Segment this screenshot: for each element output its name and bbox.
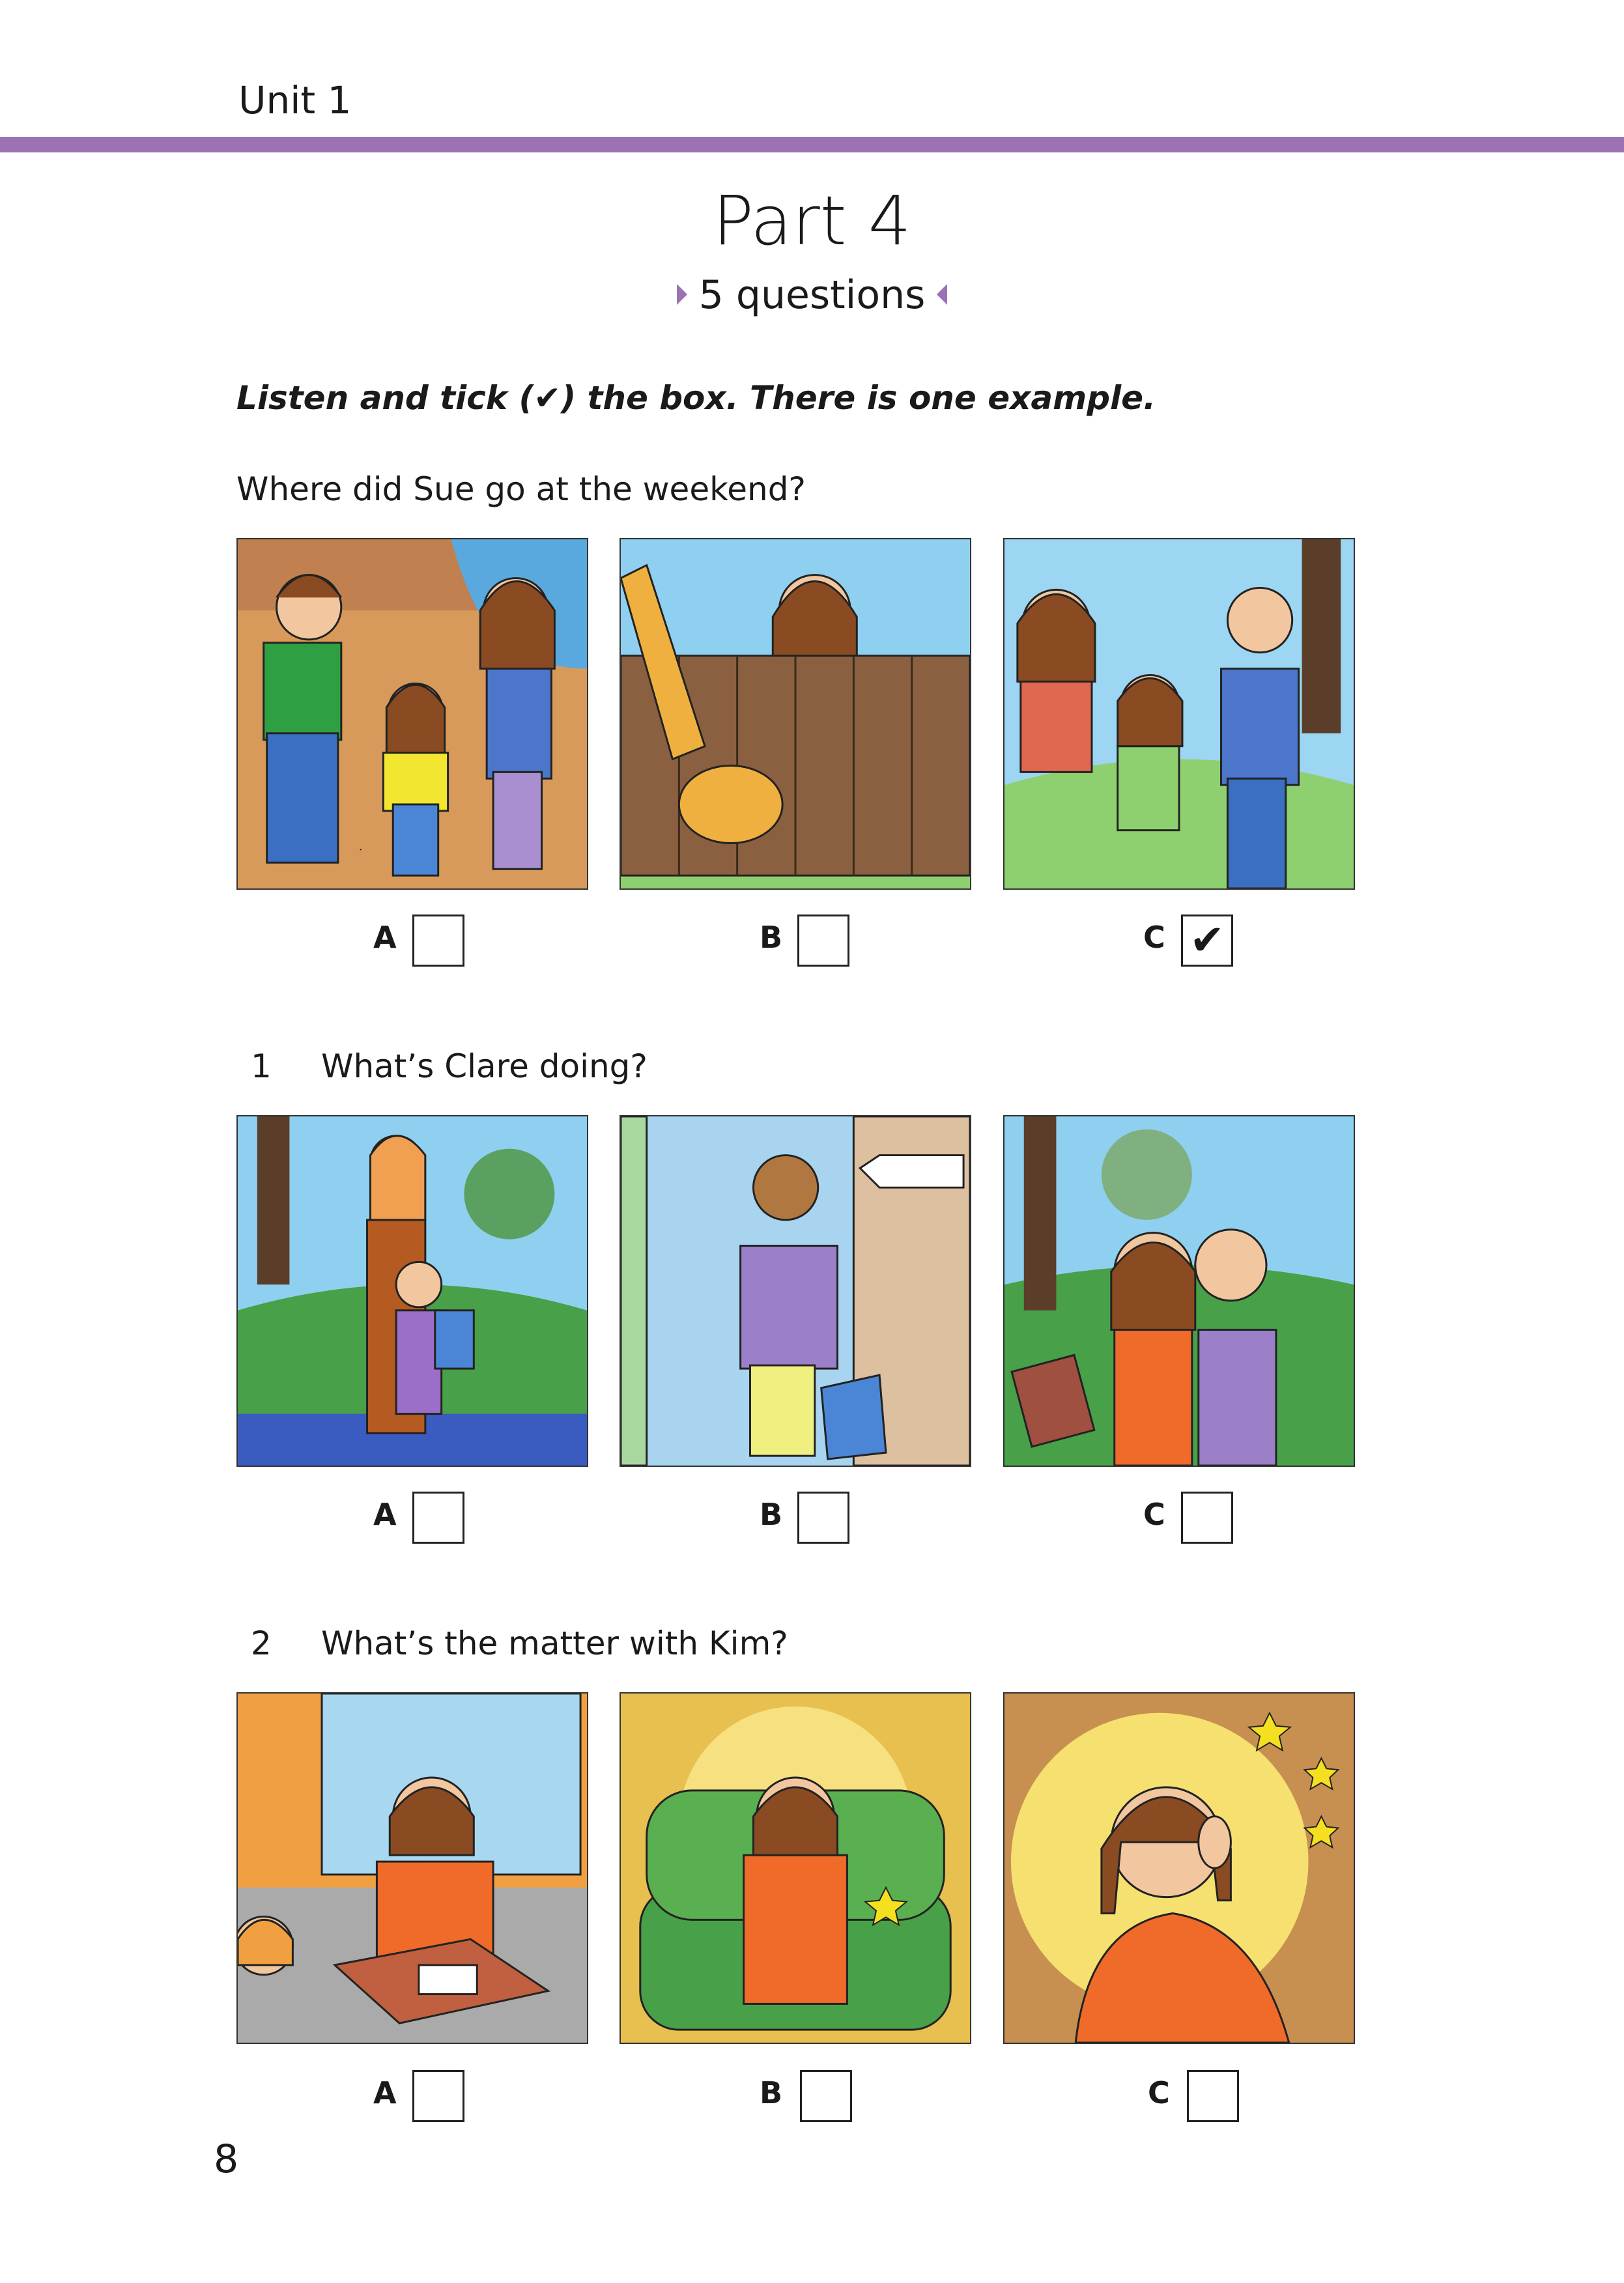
question-2-text: What’s the matter with Kim? [321,1624,788,1662]
question-1-option-c-checkbox[interactable] [1181,1492,1233,1544]
question-1-option-b-checkbox[interactable] [797,1492,849,1544]
unit-divider [0,137,1624,152]
park-family-picture [1004,539,1354,888]
stomachache-sofa-picture [621,1694,970,2043]
question-1-option-a-letter: A [373,1497,397,1532]
example-question: Where did Sue go at the weekend? [236,470,806,508]
walking-park-picture [238,1116,587,1466]
question-2-picture-c [1003,1692,1355,2044]
example-option-b-letter: B [760,920,783,955]
example-picture-b [620,538,971,890]
tick-mark-icon: ✔ [1190,916,1225,965]
example-picture-a [236,538,588,890]
triangle-right-icon [677,284,687,305]
question-1-number: 1 [251,1047,272,1085]
earache-picture [1004,1694,1354,2043]
question-2-picture-a [236,1692,588,2044]
headache-classroom-picture [238,1694,587,2043]
question-1 [236,1047,648,1085]
example-picture-c [1003,538,1355,890]
question-2 [236,1624,788,1662]
question-2-number: 2 [251,1624,272,1662]
questions-count-label: 5 questions [698,272,926,318]
question-1-picture-c [1003,1115,1355,1467]
question-2-option-c-checkbox[interactable] [1187,2070,1239,2122]
question-1-picture-a [236,1115,588,1467]
example-option-b-checkbox[interactable] [797,915,849,967]
question-1-picture-b [620,1115,971,1467]
example-option-a-checkbox[interactable] [412,915,464,967]
example-option-c-checkbox[interactable] [1181,915,1233,967]
triangle-left-icon [937,284,947,305]
question-2-option-a-checkbox[interactable] [412,2070,464,2122]
question-1-text: What’s Clare doing? [321,1047,648,1085]
friends-book-picture [1004,1116,1354,1466]
example-option-a-letter: A [373,920,397,955]
question-2-option-b-letter: B [760,2075,783,2110]
giraffe-zoo-picture [621,539,970,888]
unit-label: Unit 1 [238,78,352,122]
question-2-option-b-checkbox[interactable] [800,2070,852,2122]
question-1-option-b-letter: B [760,1497,783,1532]
question-2-option-c-letter: C [1148,2075,1170,2110]
question-2-picture-b [620,1692,971,2044]
library-door-picture [621,1116,970,1466]
instruction: Listen and tick (✔) the box. There is one example. [236,379,1156,417]
part-title: Part 4 [713,181,911,261]
question-2-option-a-letter: A [373,2075,397,2110]
question-1-option-a-checkbox[interactable] [412,1492,464,1544]
page-number: 8 [214,2136,239,2182]
question-1-option-c-letter: C [1143,1497,1165,1532]
questions-count [0,272,1624,318]
example-option-c-letter: C [1143,920,1165,955]
beach-family-picture [238,539,587,888]
